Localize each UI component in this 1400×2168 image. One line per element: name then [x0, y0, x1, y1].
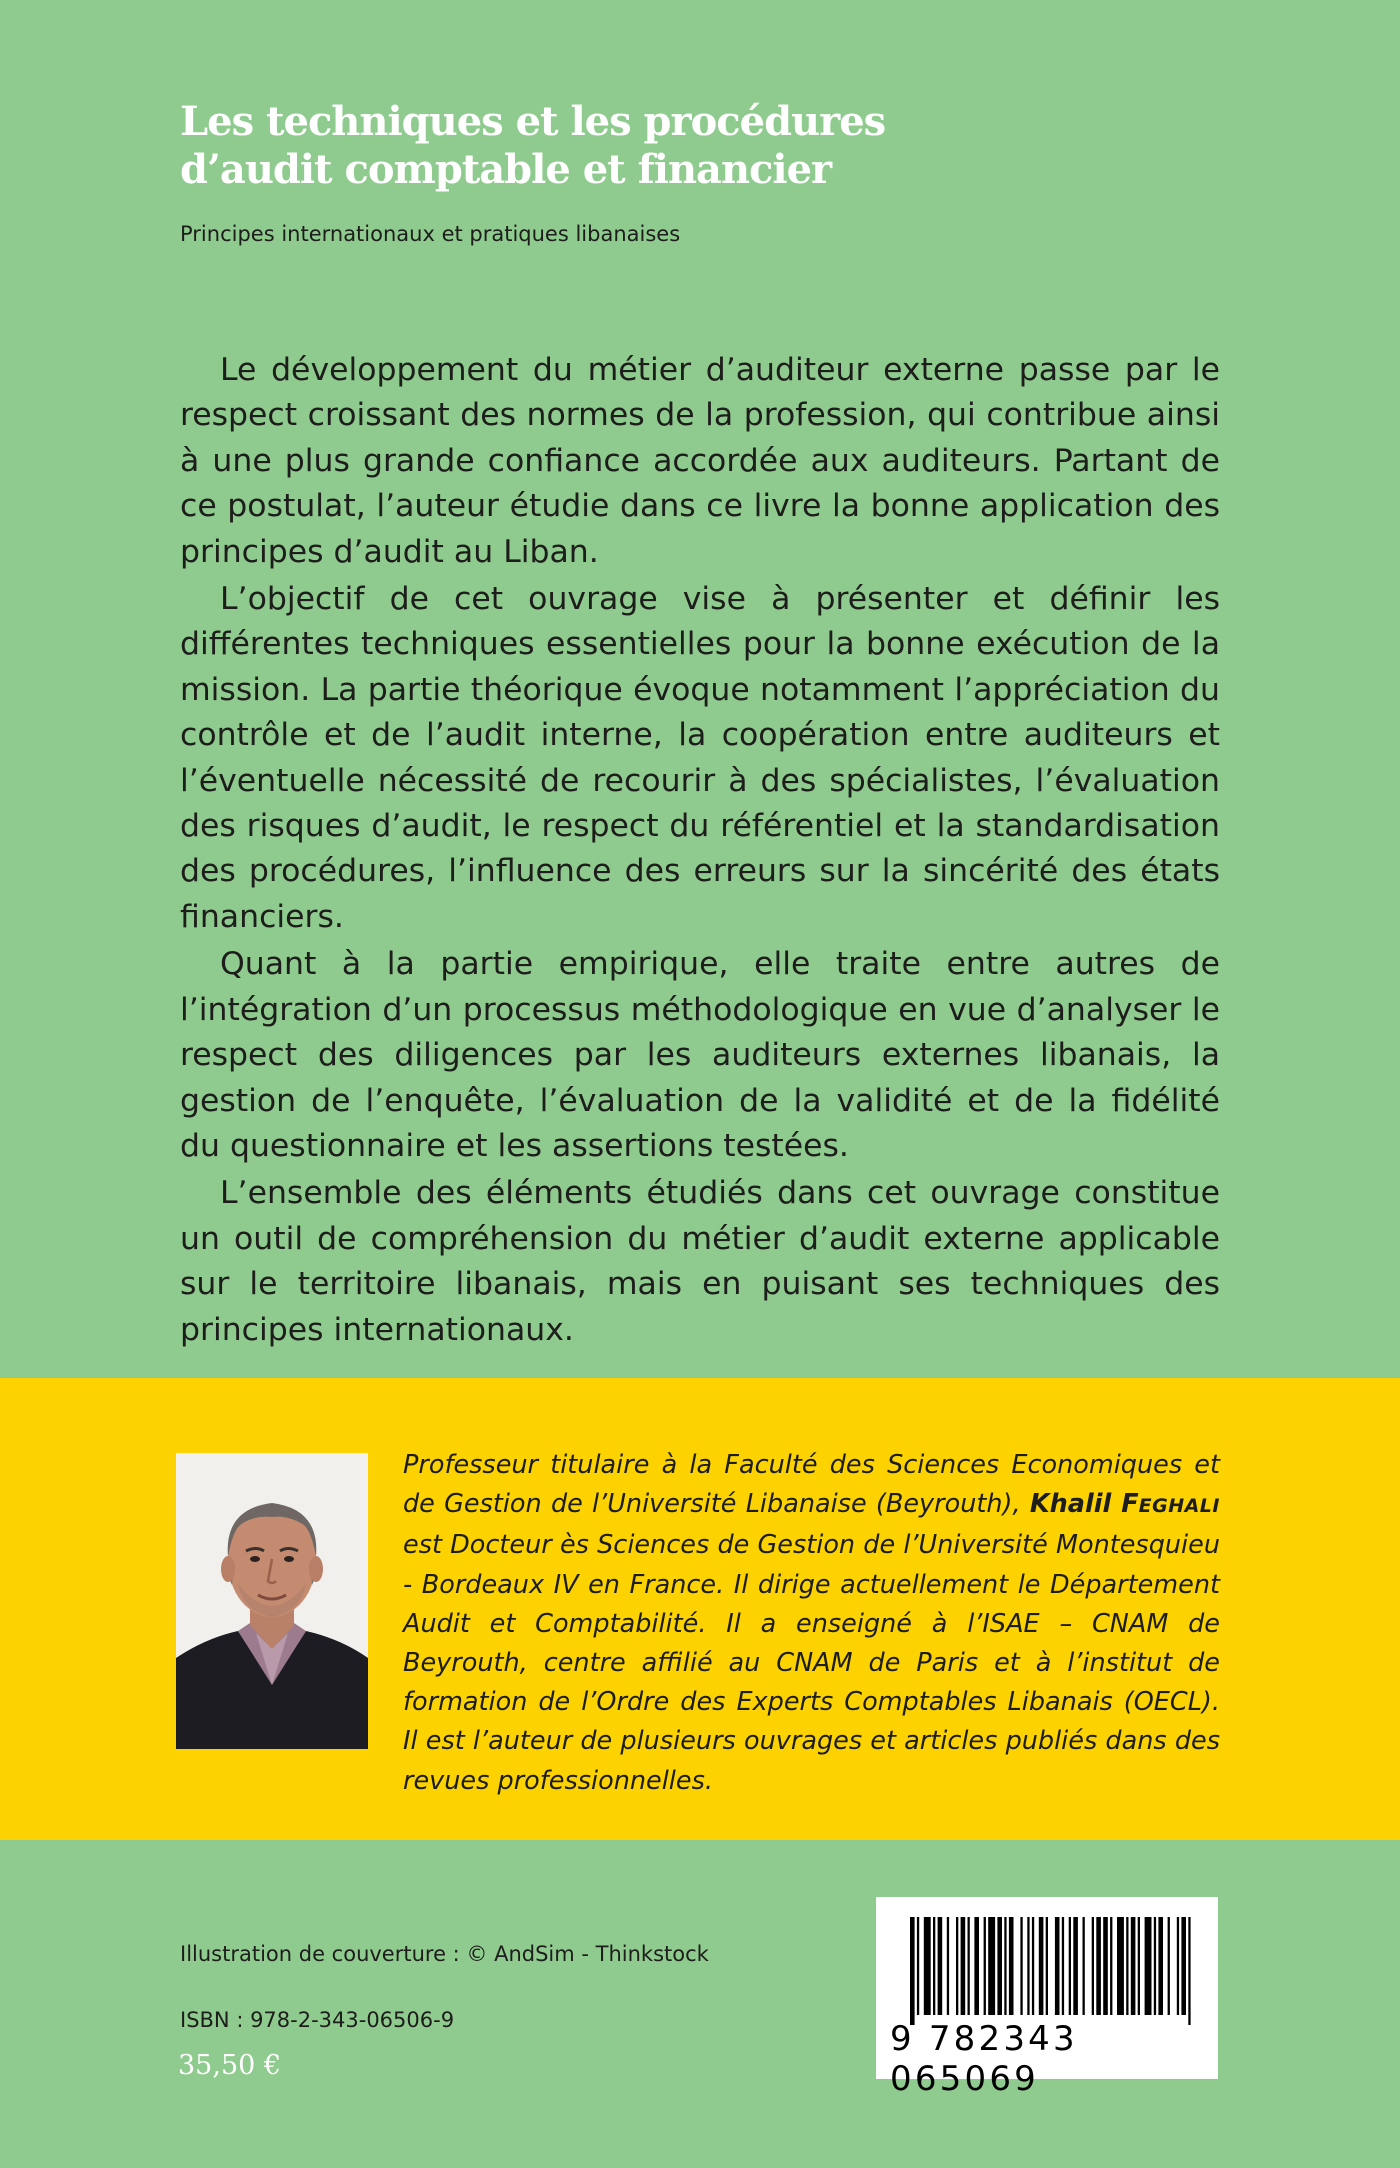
author-last-name-initial: F — [1121, 1489, 1139, 1520]
summary-paragraph-3: Quant à la partie empirique, elle traite entre autres de l’intégration d’un processus méthodologique en vue d’analyser le respect des diligences par les auditeurs externes libanais, la gestion de l’enquête, l’évaluation de la validité et de la fidélité du questionnaire et les assertions testées. — [180, 946, 1220, 1164]
author-first-name: Khalil — [1029, 1489, 1112, 1520]
author-biography — [403, 1446, 1220, 1801]
summary-paragraph-1: Le développement du métier d’auditeur externe passe par le respect croissant des normes de la profession, qui contribue ainsi à une plus grande confiance accordée aux auditeurs. Partant de ce postulat, l’auteur étudie dans ce livre la bonne application des principes d’audit au Liban. — [180, 352, 1220, 570]
bio-text-end: est Docteur ès Sciences de Gestion de l’Université Montesquieu - Bordeaux IV en France. Il dirige actuellement le Département Audit et Comptabilité. Il a enseigné à l’ISAE – CNAM de Beyrouth, centre affilié au CNAM de Paris et à l’institut de formation de l’Ordre des Experts Comptables Libanais (OECL). Il est l’auteur de plusieurs ouvrages et articles publiés dans des revues professionnelles. — [403, 1530, 1220, 1796]
book-title-line-1: Les techniques et les procédures — [180, 98, 886, 145]
summary-paragraph-2: L’objectif de cet ouvrage vise à présenter et définir les différentes techniques essentielles pour la bonne exécution de la mission. La partie théorique évoque notamment l’appréciation du contrôle et de l’audit interne, la coopération entre auditeurs et l’éventuelle nécessité de recourir à des spécialistes, l’évaluation des risques d’audit, le respect du référentiel et la standardisation des procédures, l’influence des erreurs sur la sincérité des états financiers. — [180, 581, 1220, 935]
book-title — [180, 98, 1180, 194]
cover-illustration-credit: Illustration de couverture : © AndSim - Thinkstock — [180, 1942, 709, 1966]
barcode — [876, 1897, 1218, 2099]
author-portrait-icon — [176, 1453, 368, 1749]
bio-text-start: Professeur titulaire à la Faculté des Sciences Economiques et de Gestion de l’Université Libanaise (Beyrouth), — [403, 1450, 1220, 1520]
isbn-number: ISBN : 978-2-343-06506-9 — [180, 2008, 455, 2032]
barcode-digits: 9 782343 065069 — [890, 2019, 1078, 2099]
book-subtitle: Principes internationaux et pratiques libanaises — [180, 222, 681, 246]
book-price: 35,50 € — [178, 2050, 282, 2081]
author-name — [1030, 1489, 1220, 1519]
author-last-name-rest: EGHALI — [1138, 1495, 1220, 1518]
author-photo — [176, 1453, 368, 1749]
summary-paragraph-4: L’ensemble des éléments étudiés dans cet ouvrage constitue un outil de compréhension du métier d’audit externe applicable sur le territoire libanais, mais en puisant ses techniques des principes internationaux. — [180, 1175, 1220, 1348]
summary-text — [180, 348, 1220, 1355]
book-title-line-2: d’audit comptable et financier — [180, 146, 832, 193]
